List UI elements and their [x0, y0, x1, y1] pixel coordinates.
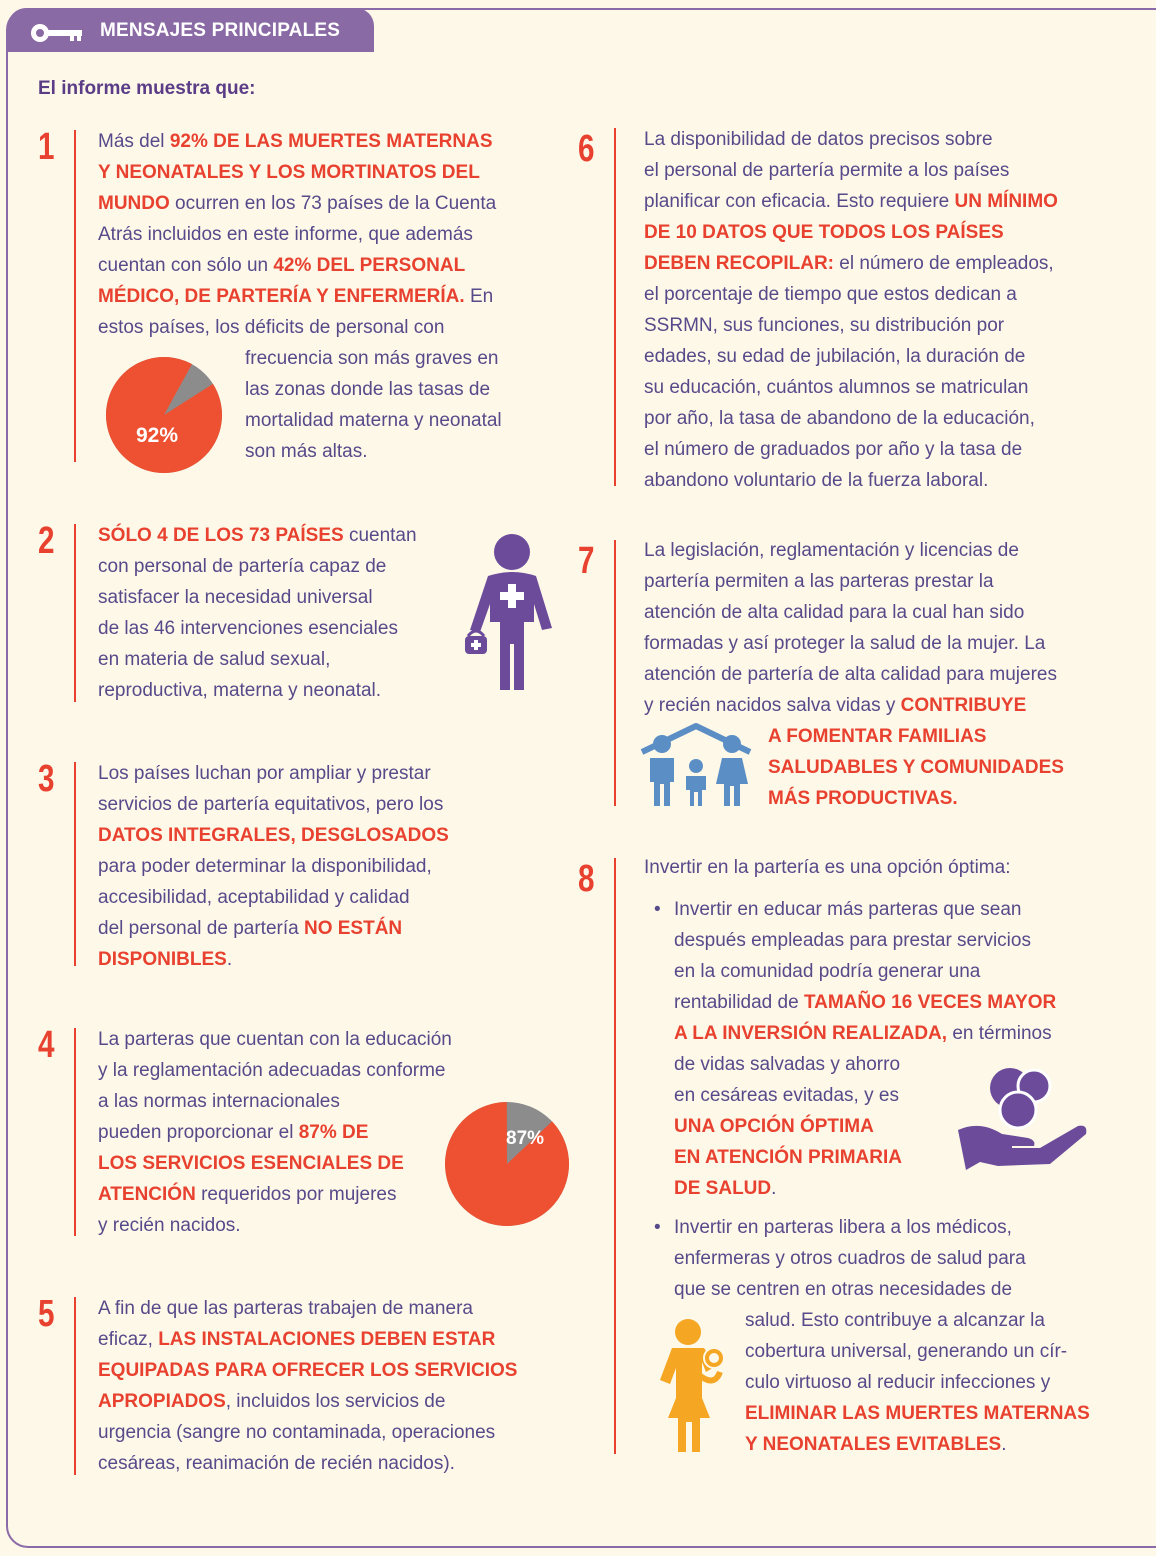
message-number-8: 8 — [578, 858, 595, 900]
pie-87-label: 87% — [506, 1128, 545, 1149]
message-number-5: 5 — [38, 1293, 55, 1335]
message-7-text: La legislación, reglamentación y licencias de partería permiten a las parteras prestar la atención de alta calidad para la cual han sido formadas y así proteger la salud de la mujer. La atención de partería de alta calidad para mujeres y recién nacidos salva vidas y CONTRIBUYE — [644, 540, 1057, 716]
message-1-text: Más del 92% DE LAS MUERTES MATERNAS Y NEONATALES Y LOS MORTINATOS DEL MUNDO ocurren en los 73 países de la Cuenta Atrás incluidos en este informe, que además cuentan con sólo un 42% DEL PERSONAL MÉDICO, DE PARTERÍA Y ENFERMERÍA. En estos países, los déficits de personal con — [98, 131, 497, 338]
message-6-text: La disponibilidad de datos precisos sobre el personal de partería permite a los países planificar con eficacia. Esto requiere UN MÍNIMO DE 10 DATOS QUE TODOS LOS PAÍSES DEBEN RECOPILAR: el número de empleados, el porcentaje de tiempo que estos dedican a SSRMN, sus funciones, su distribución por edades, su edad de jubilación, la duración de su educación, cuántos alumnos se matriculan por año, la tasa de abandono de la educación, el número de graduados por año y la tasa de abandono voluntario de la fuerza laboral. — [644, 129, 1058, 491]
message-1-text-cont: frecuencia son más graves en las zonas donde las tasas de mortalidad materna y neonatal son más altas. — [245, 348, 502, 462]
message-3-text: Los países luchan por ampliar y prestar servicios de partería equitativos, pero los DATOS INTEGRALES, DESGLOSADOS para poder determinar la disponibilidad, accesibilidad, aceptabilidad y calidad del personal de partería NO ESTÁN DISPONIBLES. — [98, 763, 449, 970]
pie-chart-92 — [106, 357, 222, 473]
divider-2 — [74, 524, 76, 702]
hand-coins-icon — [958, 1066, 1090, 1170]
message-8-intro: Invertir en la partería es una opción óptima: — [644, 857, 1011, 878]
message-8-bullet-2: • Invertir en parteras libera a los médicos, enfermeras y otros cuadros de salud para que se centren en otras necesidades de — [644, 1212, 1144, 1305]
pie-92-label: 92% — [136, 424, 179, 447]
message-number-7: 7 — [578, 540, 595, 582]
message-number-6: 6 — [578, 128, 595, 170]
message-number-1: 1 — [38, 126, 55, 168]
divider-6 — [614, 128, 616, 486]
divider-1 — [74, 130, 76, 462]
message-number-2: 2 — [38, 520, 55, 562]
divider-3 — [74, 762, 76, 966]
message-5-text: A fin de que las parteras trabajen de manera eficaz, LAS INSTALACIONES DEBEN ESTAR EQUIPADAS PARA OFRECER LOS SERVICIOS APROPIADOS, incluidos los servicios de urgencia (sangre no contaminada, operaciones cesáreas, reanimación de recién nacidos). — [98, 1298, 518, 1474]
message-number-3: 3 — [38, 758, 55, 800]
message-2-text: SÓLO 4 DE LOS 73 PAÍSES cuentan con personal de partería capaz de satisfacer la necesidad universal de las 46 intervenciones esenciales en materia de salud sexual, reproductiva, materna y neonatal. — [98, 525, 417, 701]
divider-5 — [74, 1297, 76, 1475]
midwife-icon — [462, 532, 558, 692]
intro-text: El informe muestra que: — [38, 78, 256, 99]
divider-8 — [614, 858, 616, 1454]
family-icon — [638, 722, 756, 808]
message-8-bullet-2-cont: salud. Esto contribuye a alcanzar la cobertura universal, generando un cír- culo virtuoso al reducir infecciones y ELIMINAR LAS MUERTES MATERNAS Y NEONATALES EVITABLES. — [745, 1310, 1090, 1455]
message-7-text-cont: A FOMENTAR FAMILIAS SALUDABLES Y COMUNIDADES MÁS PRODUCTIVAS. — [768, 726, 1064, 809]
key-icon — [30, 23, 86, 43]
message-4-text: La parteras que cuentan con la educación y la reglamentación adecuadas conforme a las normas internacionales pueden proporcionar el 87% DE LOS SERVICIOS ESENCIALES DE ATENCIÓN requeridos por mujeres y recién nacidos. — [98, 1029, 452, 1236]
divider-7 — [614, 540, 616, 806]
mother-baby-icon — [658, 1318, 728, 1454]
message-number-4: 4 — [38, 1024, 55, 1066]
divider-4 — [74, 1028, 76, 1236]
message-8-bullet-1: • Invertir en educar más parteras que sean después empleadas para prestar servicios en la comunidad podría generar una rentabilidad de TAMAÑO 16 VECES MAYOR A LA INVERSIÓN REALIZADA, en términos de vidas salvadas y ahorro en cesáreas evitadas, y es UNA OPCIÓN ÓPTIMA EN ATENCIÓN PRIMARIA DE SALUD. — [644, 894, 1144, 1204]
pie-chart-87 — [445, 1102, 569, 1226]
header-title: MENSAJES PRINCIPALES — [100, 20, 341, 41]
